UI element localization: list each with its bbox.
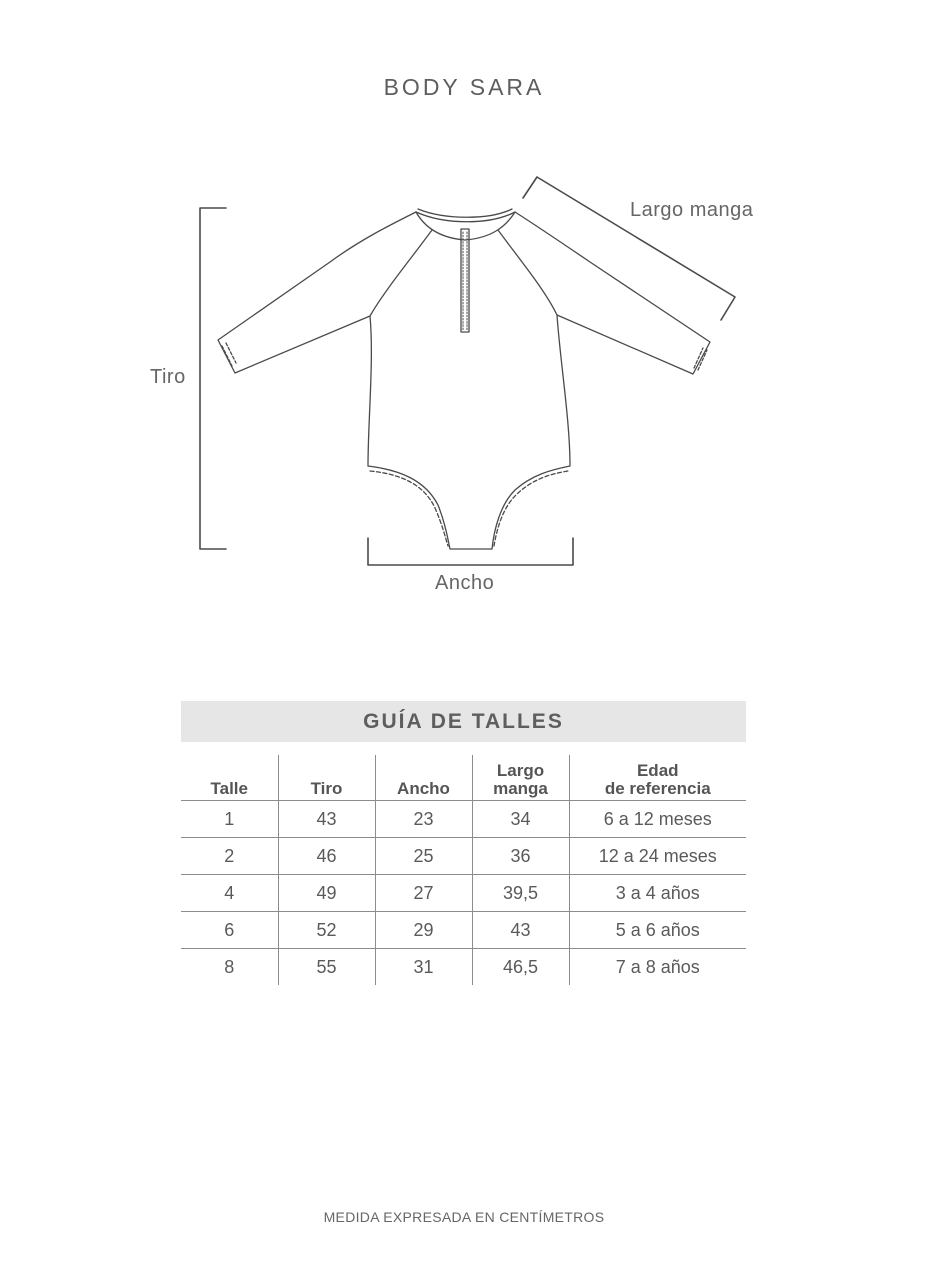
header-ancho: Ancho: [375, 755, 472, 801]
cell-ancho: 31: [375, 949, 472, 986]
cell-tiro: 46: [278, 838, 375, 875]
size-guide-title: GUÍA DE TALLES: [181, 701, 746, 742]
garment-diagram: [0, 0, 928, 640]
leg-stitch-left: [370, 471, 448, 546]
table-row: [181, 838, 746, 875]
table-header-row: [181, 755, 746, 801]
collar-band: [416, 212, 515, 240]
ancho-bracket: [368, 538, 573, 565]
header-largo-manga: Largo manga: [472, 755, 569, 801]
label-tiro: Tiro: [150, 366, 186, 388]
cell-tiro: 49: [278, 875, 375, 912]
cell-ancho: 29: [375, 912, 472, 949]
header-tiro: Tiro: [278, 755, 375, 801]
table-row: [181, 912, 746, 949]
cell-largo-manga: 46,5: [472, 949, 569, 986]
cell-ancho: 23: [375, 801, 472, 838]
cell-talle: 2: [181, 838, 278, 875]
label-ancho: Ancho: [435, 572, 495, 594]
label-largo-manga: Largo manga: [630, 199, 754, 221]
body-outline: [218, 212, 710, 549]
cell-talle: 6: [181, 912, 278, 949]
leg-stitch-right: [494, 471, 568, 546]
cell-edad: 3 a 4 años: [569, 875, 746, 912]
cell-tiro: 52: [278, 912, 375, 949]
zipper: [461, 229, 469, 332]
table-row: [181, 949, 746, 986]
table-row: [181, 801, 746, 838]
header-talle: Talle: [181, 755, 278, 801]
cell-largo-manga: 36: [472, 838, 569, 875]
cell-edad: 12 a 24 meses: [569, 838, 746, 875]
raglan-left: [370, 230, 432, 316]
header-edad: Edad de referencia: [569, 755, 746, 801]
raglan-right: [498, 230, 557, 315]
cell-tiro: 43: [278, 801, 375, 838]
table-row: [181, 875, 746, 912]
cell-talle: 4: [181, 875, 278, 912]
units-note: MEDIDA EXPRESADA EN CENTÍMETROS: [323, 1209, 605, 1225]
tiro-bracket: [200, 208, 226, 549]
cell-largo-manga: 43: [472, 912, 569, 949]
cell-edad: 7 a 8 años: [569, 949, 746, 986]
cell-ancho: 25: [375, 838, 472, 875]
cell-edad: 6 a 12 meses: [569, 801, 746, 838]
cell-talle: 8: [224, 956, 235, 977]
cell-largo-manga: 39,5: [472, 875, 569, 912]
cell-tiro: 55: [278, 949, 375, 986]
cell-talle: 1: [181, 801, 278, 838]
cell-largo-manga: 34: [472, 801, 569, 838]
cell-ancho: 27: [375, 875, 472, 912]
page-title: BODY SARA: [383, 74, 545, 100]
collar-inner: [418, 209, 512, 217]
cell-edad: 5 a 6 años: [569, 912, 746, 949]
size-table: [181, 755, 746, 985]
